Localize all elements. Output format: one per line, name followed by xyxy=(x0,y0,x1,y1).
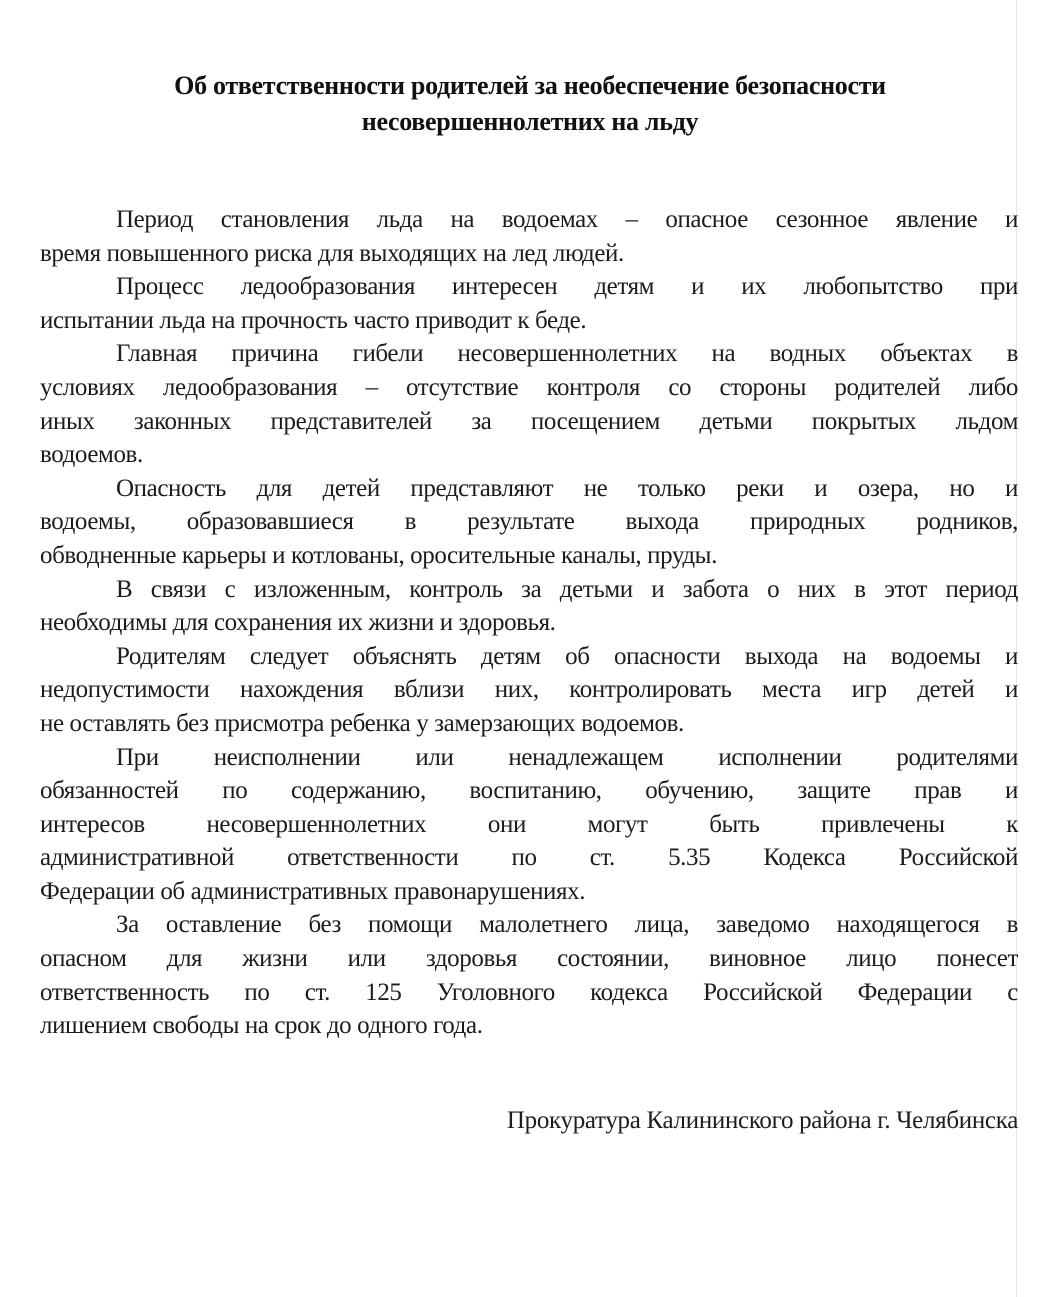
paragraph xyxy=(40,203,1018,270)
paragraph-line: В связи с изложенным, контроль за детьми и забота о них в этот период xyxy=(116,575,1018,603)
paragraph-line: необходимы для сохранения их жизни и здоровья. xyxy=(40,609,556,637)
paragraph-line: Опасность для детей представляют не только реки и озера, но и xyxy=(116,474,1018,502)
signature: Прокуратура Калининского района г. Челябинска xyxy=(506,1107,1018,1134)
paragraph-line: обязанностей по содержанию, воспитанию, обучению, защите прав и xyxy=(40,777,1018,805)
paragraph-line: При неисполнении или ненадлежащем исполнении родителями xyxy=(116,743,1018,771)
paragraph xyxy=(40,270,1018,337)
paragraph-line: недопустимости нахождения вблизи них, контролировать места игр детей и xyxy=(40,676,1018,704)
paragraph-line: условиях ледообразования – отсутствие контроля со стороны родителей либо xyxy=(40,373,1018,401)
paragraph-line: водоемы, образовавшиеся в результате выхода природных родников, xyxy=(40,508,1018,536)
paragraph xyxy=(40,908,1018,1042)
paragraph-line: Главная причина гибели несовершеннолетних на водных объектах в xyxy=(116,340,1018,368)
paragraph-line: лишением свободы на срок до одного года. xyxy=(40,1012,483,1040)
paragraph xyxy=(40,741,1018,909)
paragraph-line: Родителям следует объяснять детям об опасности выхода на водоемы и xyxy=(116,642,1018,670)
paragraph-line: испытании льда на прочность часто приводит к беде. xyxy=(40,306,587,334)
paragraph-line: Период становления льда на водоемах – опасное сезонное явление и xyxy=(116,206,1018,233)
paragraph-line: обводненные карьеры и котлованы, оросительные каналы, пруды. xyxy=(40,541,717,569)
paragraph-line: Процесс ледообразования интересен детям и их любопытство при xyxy=(116,273,1018,301)
paragraph-line: водоемов. xyxy=(40,441,143,469)
paragraph xyxy=(40,640,1018,741)
document-title xyxy=(60,68,1000,140)
paragraph-line: не оставлять без присмотра ребенка у замерзающих водоемов. xyxy=(40,709,684,737)
title-line: Об ответственности родителей за необеспечение безопасности xyxy=(174,71,886,100)
paragraph-line: интересов несовершеннолетних они могут быть привлечены к xyxy=(40,810,1018,838)
paragraph-line: время повышенного риска для выходящих на лед людей. xyxy=(40,239,624,267)
title-line: несовершеннолетних на льду xyxy=(361,107,699,136)
paragraph xyxy=(40,472,1018,573)
paragraph-line: За оставление без помощи малолетнего лица, заведомо находящегося в xyxy=(116,911,1018,939)
document-body xyxy=(40,203,1018,1043)
paragraph-line: ответственность по ст. 125 Уголовного кодекса Российской Федерации с xyxy=(40,978,1018,1006)
paragraph-line: административной ответственности по ст. 5.35 Кодекса Российской xyxy=(40,844,1018,872)
paragraph-line: иных законных представителей за посещением детьми покрытых льдом xyxy=(40,407,1018,435)
paragraph xyxy=(40,337,1018,471)
paragraph-line: опасном для жизни или здоровья состоянии, виновное лицо понесет xyxy=(40,945,1018,973)
paragraph xyxy=(40,573,1018,640)
paragraph-line: Федерации об административных правонарушениях. xyxy=(40,877,586,905)
